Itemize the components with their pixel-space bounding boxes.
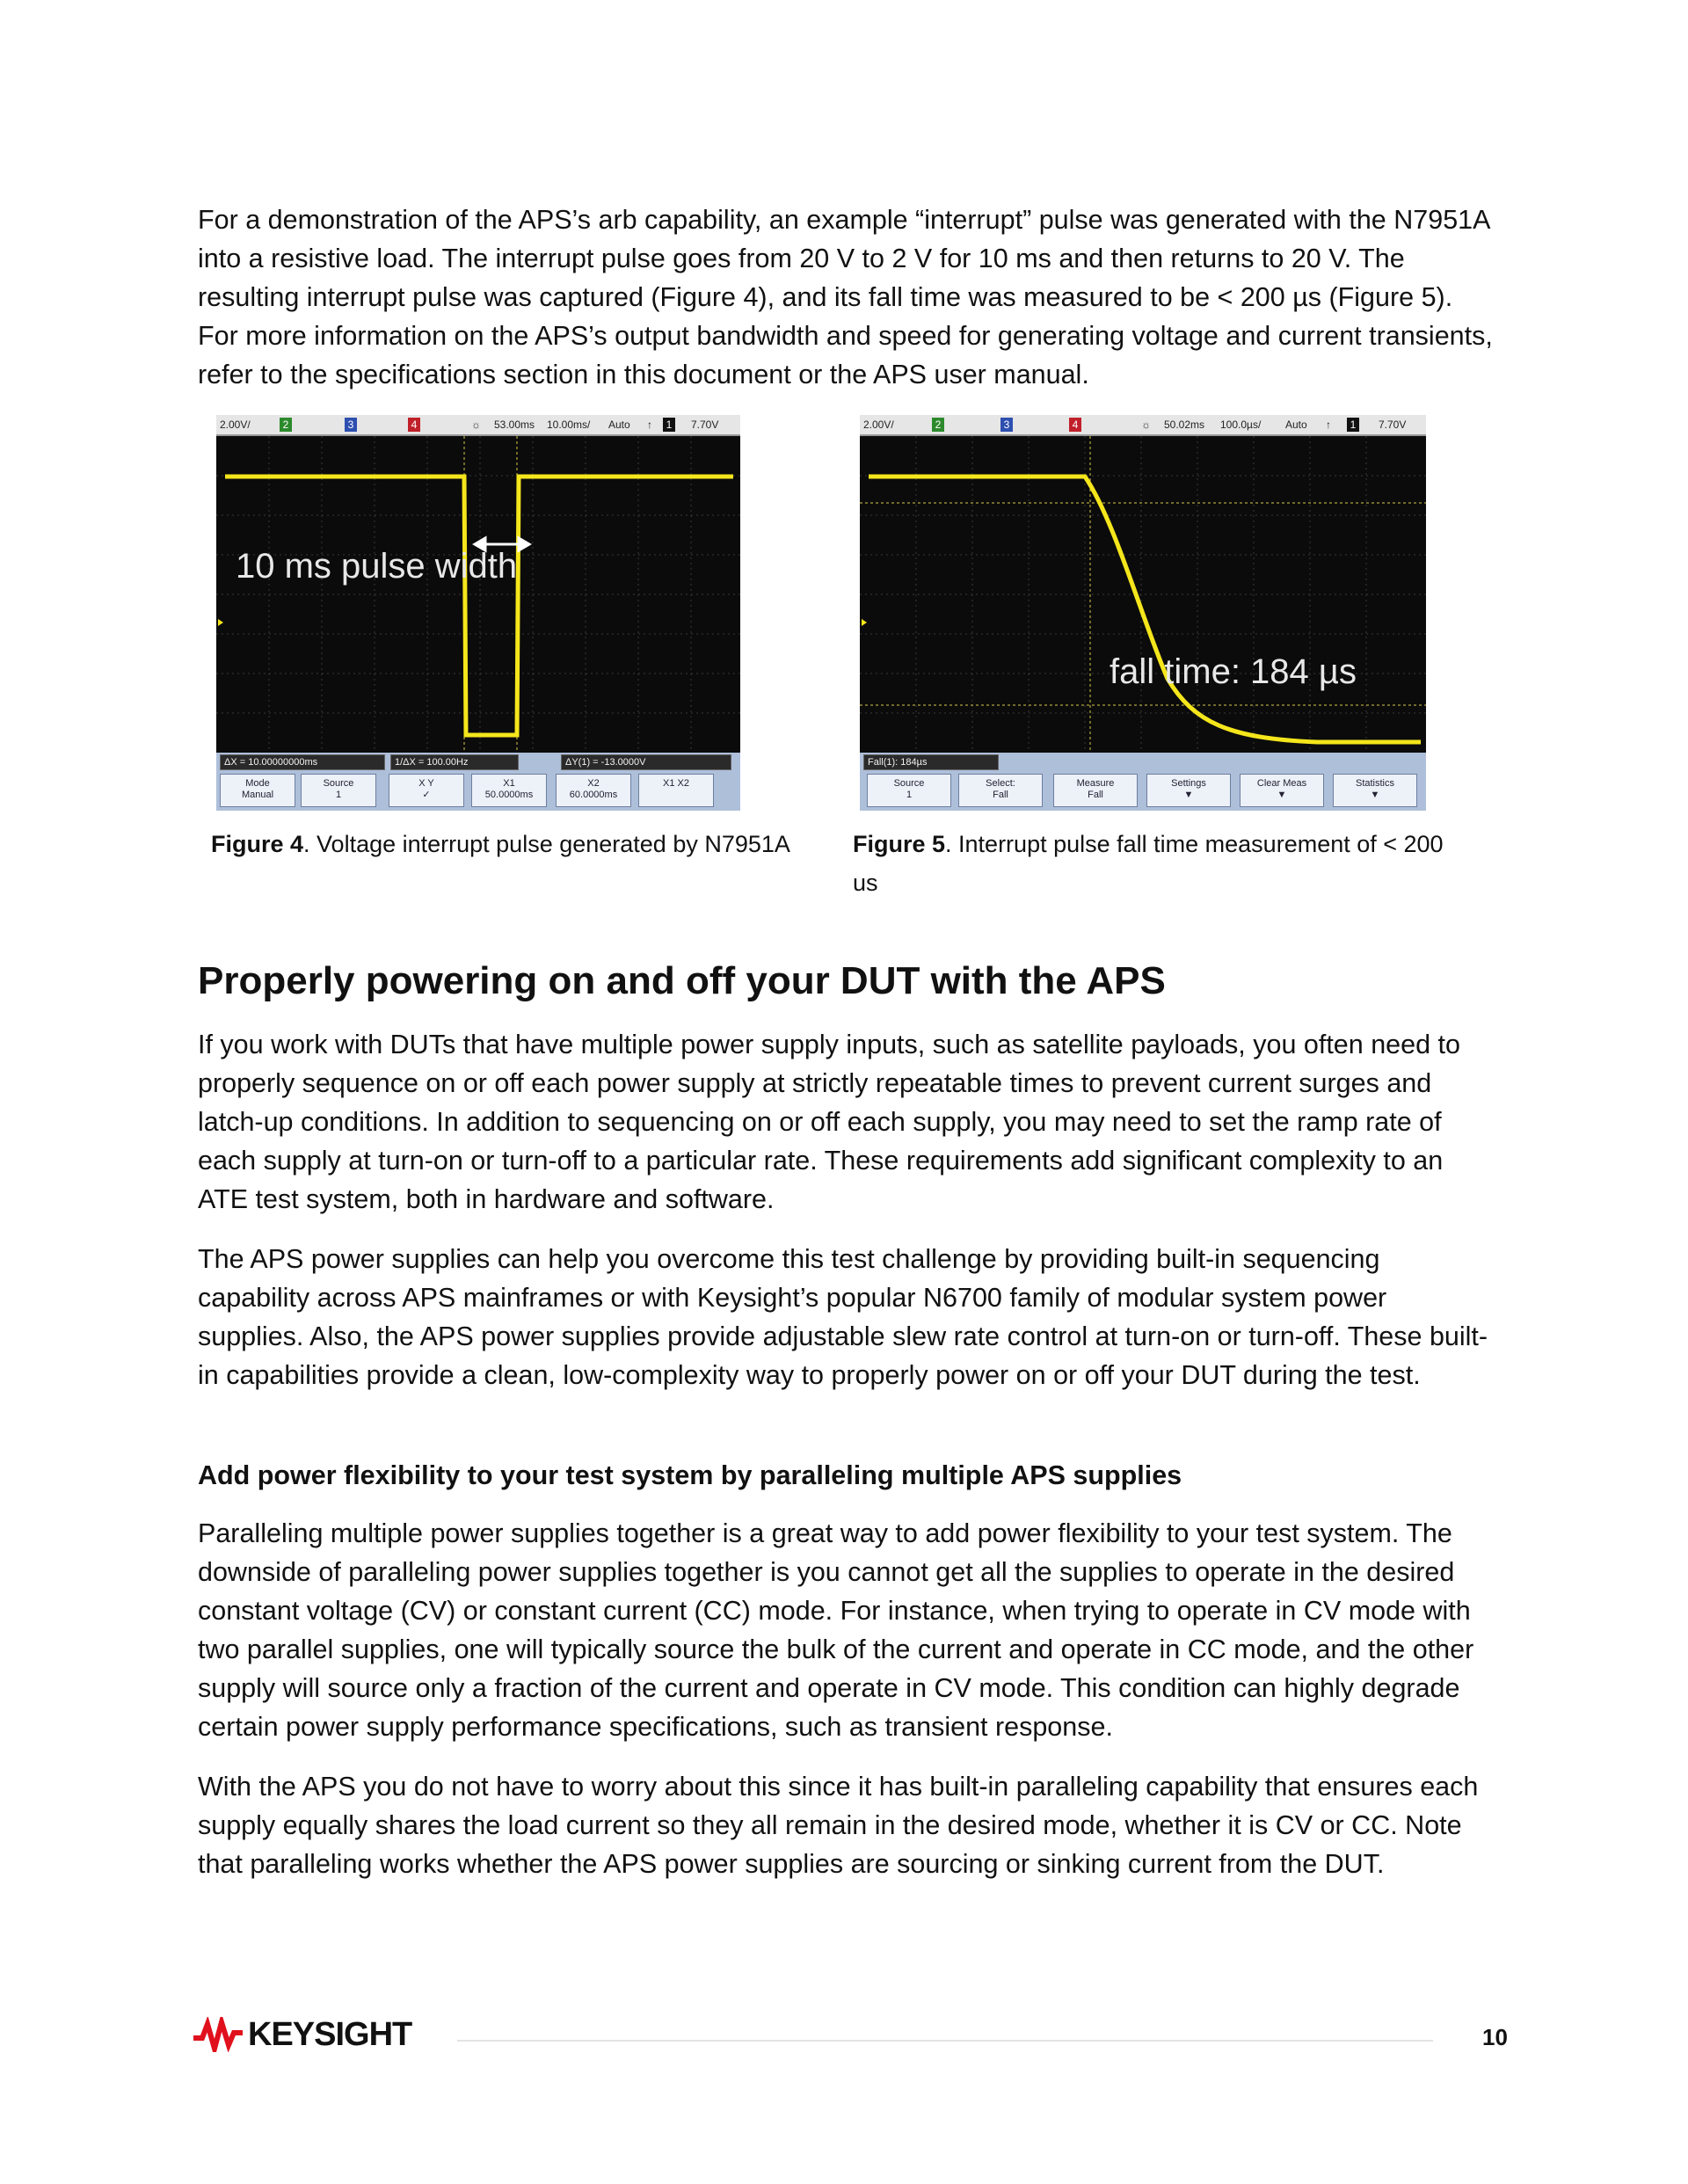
- delay-time: 50.02ms: [1164, 419, 1205, 431]
- softkey-x2[interactable]: X2 60.0000ms: [556, 774, 631, 807]
- softkey-statistics[interactable]: Statistics ▼: [1333, 774, 1417, 807]
- trigger-channel: 1: [663, 418, 675, 432]
- timebase: 100.0µs/: [1220, 419, 1262, 431]
- figure5-caption: Figure 5. Interrupt pulse fall time measurement of < 200 us: [853, 831, 1444, 896]
- paragraph-sequencing-1: If you work with DUTs that have multiple power supply inputs, such as satellite payloads, you often need to properly sequence on or off each power supply at strictly repeatable times to prevent current surges and latch-up conditions. In addition to sequencing on or off each supply, you may need to set the ramp rate of each supply at turn-on or turn-off to a particular rate. These requirements add significant complexity to an ATE test system, both in hardware and software.: [198, 1030, 1460, 1214]
- subheading: Add power flexibility to your test system by paralleling multiple APS supplies: [198, 1460, 1182, 1490]
- channel1-scale: 2.00V/: [863, 419, 894, 431]
- paragraph-parallel-2: With the APS you do not have to worry about this since it has built-in paralleling capability that ensures each supply equally shares the load current so they all remain in the desired mode, whether it is CV or CC. Note that paralleling works whether the APS power supplies are sourcing or sinking current from the DUT.: [198, 1772, 1479, 1879]
- channel2-indicator: 2: [280, 418, 292, 432]
- paragraph-parallel-1: Paralleling multiple power supplies together is a great way to add power flexibility to your test system. The downside of paralleling power supplies together is you cannot get all the supplies to operate in the desired constant voltage (CV) or constant current (CC) mode. For instance, when trying to operate in CV mode with two parallel supplies, one will typically source the bulk of the current and operate in CC mode, and the other supply will source only a fraction of the current and operate in CV mode. This condition can highly degrade certain power supply performance specifications, such as transient response.: [198, 1518, 1474, 1742]
- figure4-scope-image: [216, 415, 740, 811]
- channel4-indicator: 4: [1069, 418, 1081, 432]
- softkey-measure[interactable]: Measure Fall: [1053, 774, 1138, 807]
- footer-brand: KEYSIGHT: [248, 2016, 412, 2053]
- figure4-softkey-bar: [216, 753, 740, 811]
- delta-x-readout: ΔX = 10.00000000ms: [220, 754, 385, 770]
- softkey-settings[interactable]: Settings ▼: [1146, 774, 1231, 807]
- trigger-slope-icon: ↑: [1326, 419, 1331, 431]
- timebase: 10.00ms/: [547, 419, 591, 431]
- fall-time-readout: Fall(1): 184µs: [863, 754, 999, 770]
- trigger-icon: ☼: [1141, 419, 1151, 431]
- page-number: 10: [1482, 2024, 1508, 2050]
- trigger-icon: ☼: [471, 419, 481, 431]
- figure4-scope-status-bar: [216, 415, 740, 436]
- softkey-source[interactable]: Source 1: [301, 774, 376, 807]
- softkey-x1-x2[interactable]: X1 X2: [638, 774, 714, 807]
- softkey-select[interactable]: Select: Fall: [958, 774, 1043, 807]
- softkey-x-y[interactable]: X Y ✓: [389, 774, 464, 807]
- figure4-waveform-graphic: [216, 415, 740, 811]
- softkey-source[interactable]: Source 1: [867, 774, 951, 807]
- softkey-clear-meas[interactable]: Clear Meas ▼: [1240, 774, 1324, 807]
- channel1-scale: 2.00V/: [220, 419, 251, 431]
- figure4-caption: Figure 4. Voltage interrupt pulse generated by N7951A: [211, 831, 790, 857]
- softkey-mode[interactable]: Mode Manual: [220, 774, 295, 807]
- trigger-level: 7.70V: [1379, 419, 1407, 431]
- channel2-indicator: 2: [932, 418, 944, 432]
- figure4-overlay-label: 10 ms pulse width: [236, 547, 518, 586]
- intro-paragraph: For a demonstration of the APS’s arb capability, an example “interrupt” pulse was generated with the N7951A into a resistive load. The interrupt pulse goes from 20 V to 2 V for 10 ms and then returns to 20 V. The resulting interrupt pulse was captured (Figure 4), and its fall time was measured to be < 200 µs (Figure 5). For more information on the APS’s output bandwidth and speed for generating voltage and current transients, refer to the specifications section in this document or the APS user manual.: [198, 205, 1493, 389]
- trigger-level: 7.70V: [691, 419, 719, 431]
- paragraph-sequencing-2: The APS power supplies can help you overcome this test challenge by providing built-in sequencing capability across APS mainframes or with Keysight’s popular N6700 family of modular system power supplies. Also, the APS power supplies provide adjustable slew rate control at turn-on or turn-off. These built-in capabilities provide a clean, low-complexity way to properly power on or off your DUT during the test.: [198, 1244, 1488, 1390]
- trigger-channel: 1: [1347, 418, 1359, 432]
- channel3-indicator: 3: [1000, 418, 1013, 432]
- softkey-x1[interactable]: X1 50.0000ms: [471, 774, 547, 807]
- inverse-delta-x-readout: 1/ΔX = 100.00Hz: [390, 754, 519, 770]
- figure5-softkey-bar: [860, 753, 1426, 811]
- keysight-logo-icon: [193, 2017, 246, 2052]
- trigger-mode: Auto: [1285, 419, 1307, 431]
- footer-divider: [457, 2040, 1433, 2042]
- figure5-waveform-graphic: [860, 415, 1426, 811]
- delay-time: 53.00ms: [494, 419, 535, 431]
- channel4-indicator: 4: [408, 418, 420, 432]
- figure5-overlay-label: fall time: 184 µs: [1110, 652, 1357, 691]
- channel3-indicator: 3: [345, 418, 357, 432]
- delta-y-readout: ΔY(1) = -13.0000V: [561, 754, 731, 770]
- figure5-scope-image: [860, 415, 1426, 811]
- trigger-slope-icon: ↑: [647, 419, 652, 431]
- trigger-mode: Auto: [608, 419, 630, 431]
- figure5-scope-status-bar: [860, 415, 1426, 436]
- section-heading: Properly powering on and off your DUT with the APS: [198, 959, 1166, 1002]
